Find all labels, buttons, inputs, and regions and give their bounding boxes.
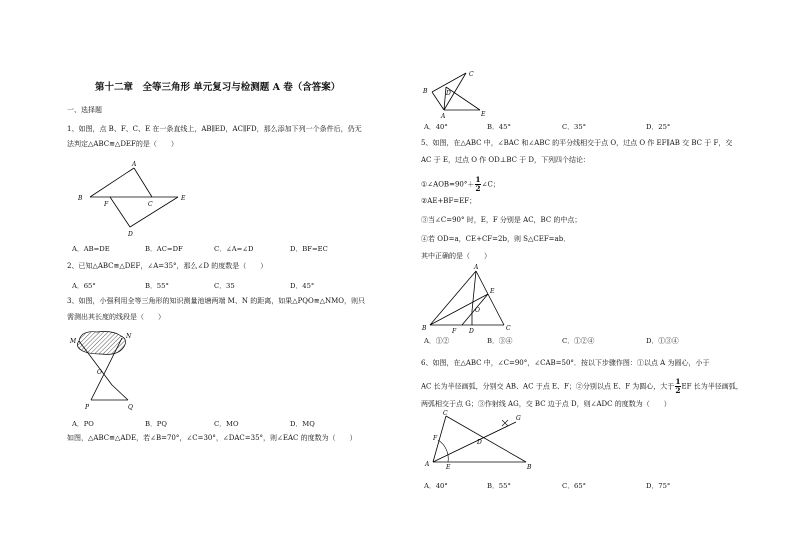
q3-label-p: P [85,404,90,411]
q6-numerator: 1 [675,377,681,386]
q6-line2-start: AC 长为半径画弧，分别交 AB、AC 于点 E、F；②分别以点 E、F 为圆心，大于 [421,382,675,391]
q1-label-b: B [78,195,83,202]
q2-option-b: B．55° [145,282,169,290]
q3-label-m: M [70,338,77,345]
q1-option-a: A．AB=DE [72,245,110,253]
q4-option-a: A．40° [424,123,448,131]
q6-label-g: G [516,415,521,422]
q6-label-f: F [433,435,438,442]
q5-label-b: B [422,325,427,332]
q3-line1: 3、如图，小强利用全等三角形的知识测量池塘两端 M、N 的距离，如果△PQO≌△NMO，则只 [67,297,366,305]
q4-label-d: D [446,90,451,97]
q5-conclusion-1 [421,176,500,193]
q2-option-c: C．35 [214,282,235,290]
q5-correct-prompt: 其中正确的是（ ） [421,252,491,260]
q3-label-n: N [126,333,132,340]
q5-c1-numerator: 1 [475,175,481,184]
q5-figure [420,265,520,335]
q5-c1-pre: ①∠AOB=90°＋ [421,180,475,189]
q6-label-c: C [443,410,448,417]
q5-label-d: D [469,328,474,335]
q1-line1: 1、如图，点 B、F、C、E 在一条直线上，AB∥ED，AC∥FD，那么添加下列一个条件后，仍无 [67,125,362,133]
q5-label-c: C [506,325,511,332]
q5-label-o: O [475,307,480,314]
q6-label-b: B [527,464,532,471]
q1-label-d: D [128,231,133,238]
q5-c1-post: ∠C； [481,180,500,189]
q1-option-d: D．BF=EC [290,245,328,253]
q1-label-e: E [181,195,186,202]
q5-conclusion-2: ②AE+BF=EF； [421,197,477,205]
pond-shape [77,332,125,355]
q6-fraction [675,378,680,395]
q6-line2 [421,378,743,395]
q5-option-b: B．③④ [487,337,513,345]
q4-label-b: B [423,88,428,95]
q3-line2: 需测出其长度的线段是（ ） [67,313,165,321]
q6-option-b: B．55° [487,482,511,490]
q6-figure [418,410,538,470]
q1-line2: 法判定△ABC≌△DEF的是（ ） [67,140,178,148]
q6-option-d: D．75° [646,482,671,490]
section-heading: 一、选择题 [67,106,102,114]
q1-label-a: A [132,161,137,168]
q5-label-e: E [490,288,495,295]
q5-label-a: A [474,264,479,271]
q1-figure [70,160,200,240]
q5-conclusion-3: ③当∠C=90° 时，E，F 分别是 AC，BC 的中点； [421,216,582,224]
q3-label-o: O [97,369,102,376]
q1-option-b: B．AC=DF [145,245,183,253]
q4-label-a: A [441,113,446,120]
q5-label-f: F [452,328,457,335]
q3-option-c: C．MO [214,420,239,428]
q5-c1-denominator: 2 [475,184,481,193]
q5-conclusion-4: ④若 OD=a，CE+CF=2b，则 S△CEF=ab． [421,235,571,243]
q6-label-d: D [477,439,482,446]
q4-label-e: E [481,111,486,118]
q6-option-c: C．65° [562,482,587,490]
q1-label-c: C [148,201,153,208]
q6-line1: 6、如图，在△ABC 中，∠C=90°，∠CAB=50°．按以下步骤作图：①以点 A 为圆心，小于 [421,359,710,367]
q6-denominator: 2 [675,386,681,395]
q6-line2-end: EF 长为半径画弧， [681,382,743,391]
q1-option-c: C．∠A=∠D [214,245,254,253]
q4-option-d: D．25° [646,123,671,131]
q4-line1: 如图，△ABC≌△ADE，若∠B=70°，∠C=30°，∠DAC=35°，则∠EAC 的度数为（ ） [67,434,357,442]
q4-figure [418,68,498,118]
q1-label-f: F [104,201,109,208]
q4-option-b: B．45° [487,123,511,131]
q5-c1-fraction [475,176,480,193]
q5-option-c: C．①②④ [562,337,595,345]
q2-option-a: A．65° [72,282,96,290]
q5-option-a: A．①② [424,337,450,345]
q3-option-d: D．MQ [290,420,315,428]
q2-option-d: D．45° [290,282,315,290]
q6-option-a: A．40° [424,482,448,490]
q3-option-b: B．PQ [145,420,167,428]
q3-option-a: A．PO [72,420,94,428]
q3-figure [65,328,155,413]
q6-label-a: A [425,461,430,468]
q3-label-q: Q [128,404,133,411]
q4-label-c: C [469,71,474,78]
q6-line3: 两弧相交于点 G；③作射线 AG，交 BC 边于点 D，则∠ADC 的度数为（ ） [421,400,671,408]
q4-option-c: C．35° [562,123,587,131]
q5-option-d: D．①③④ [646,337,679,345]
q5-line2: AC 于 E，过点 O 作 OD⊥BC 于 D，下列四个结论： [421,156,591,164]
q2-line1: 2、已知△ABC≌△DEF，∠A=35°，那么∠D 的度数是（ ） [67,262,268,270]
q5-line1: 5、如图，在△ABC 中，∠BAC 和∠ABC 的平分线相交于点 O，过点 O 作 EF∥AB 交 BC 于 F，交 [421,139,733,147]
page-title: 第十二章 全等三角形 单元复习与检测题 A 卷（含答案） [95,82,341,93]
q6-label-e: E [446,464,451,471]
